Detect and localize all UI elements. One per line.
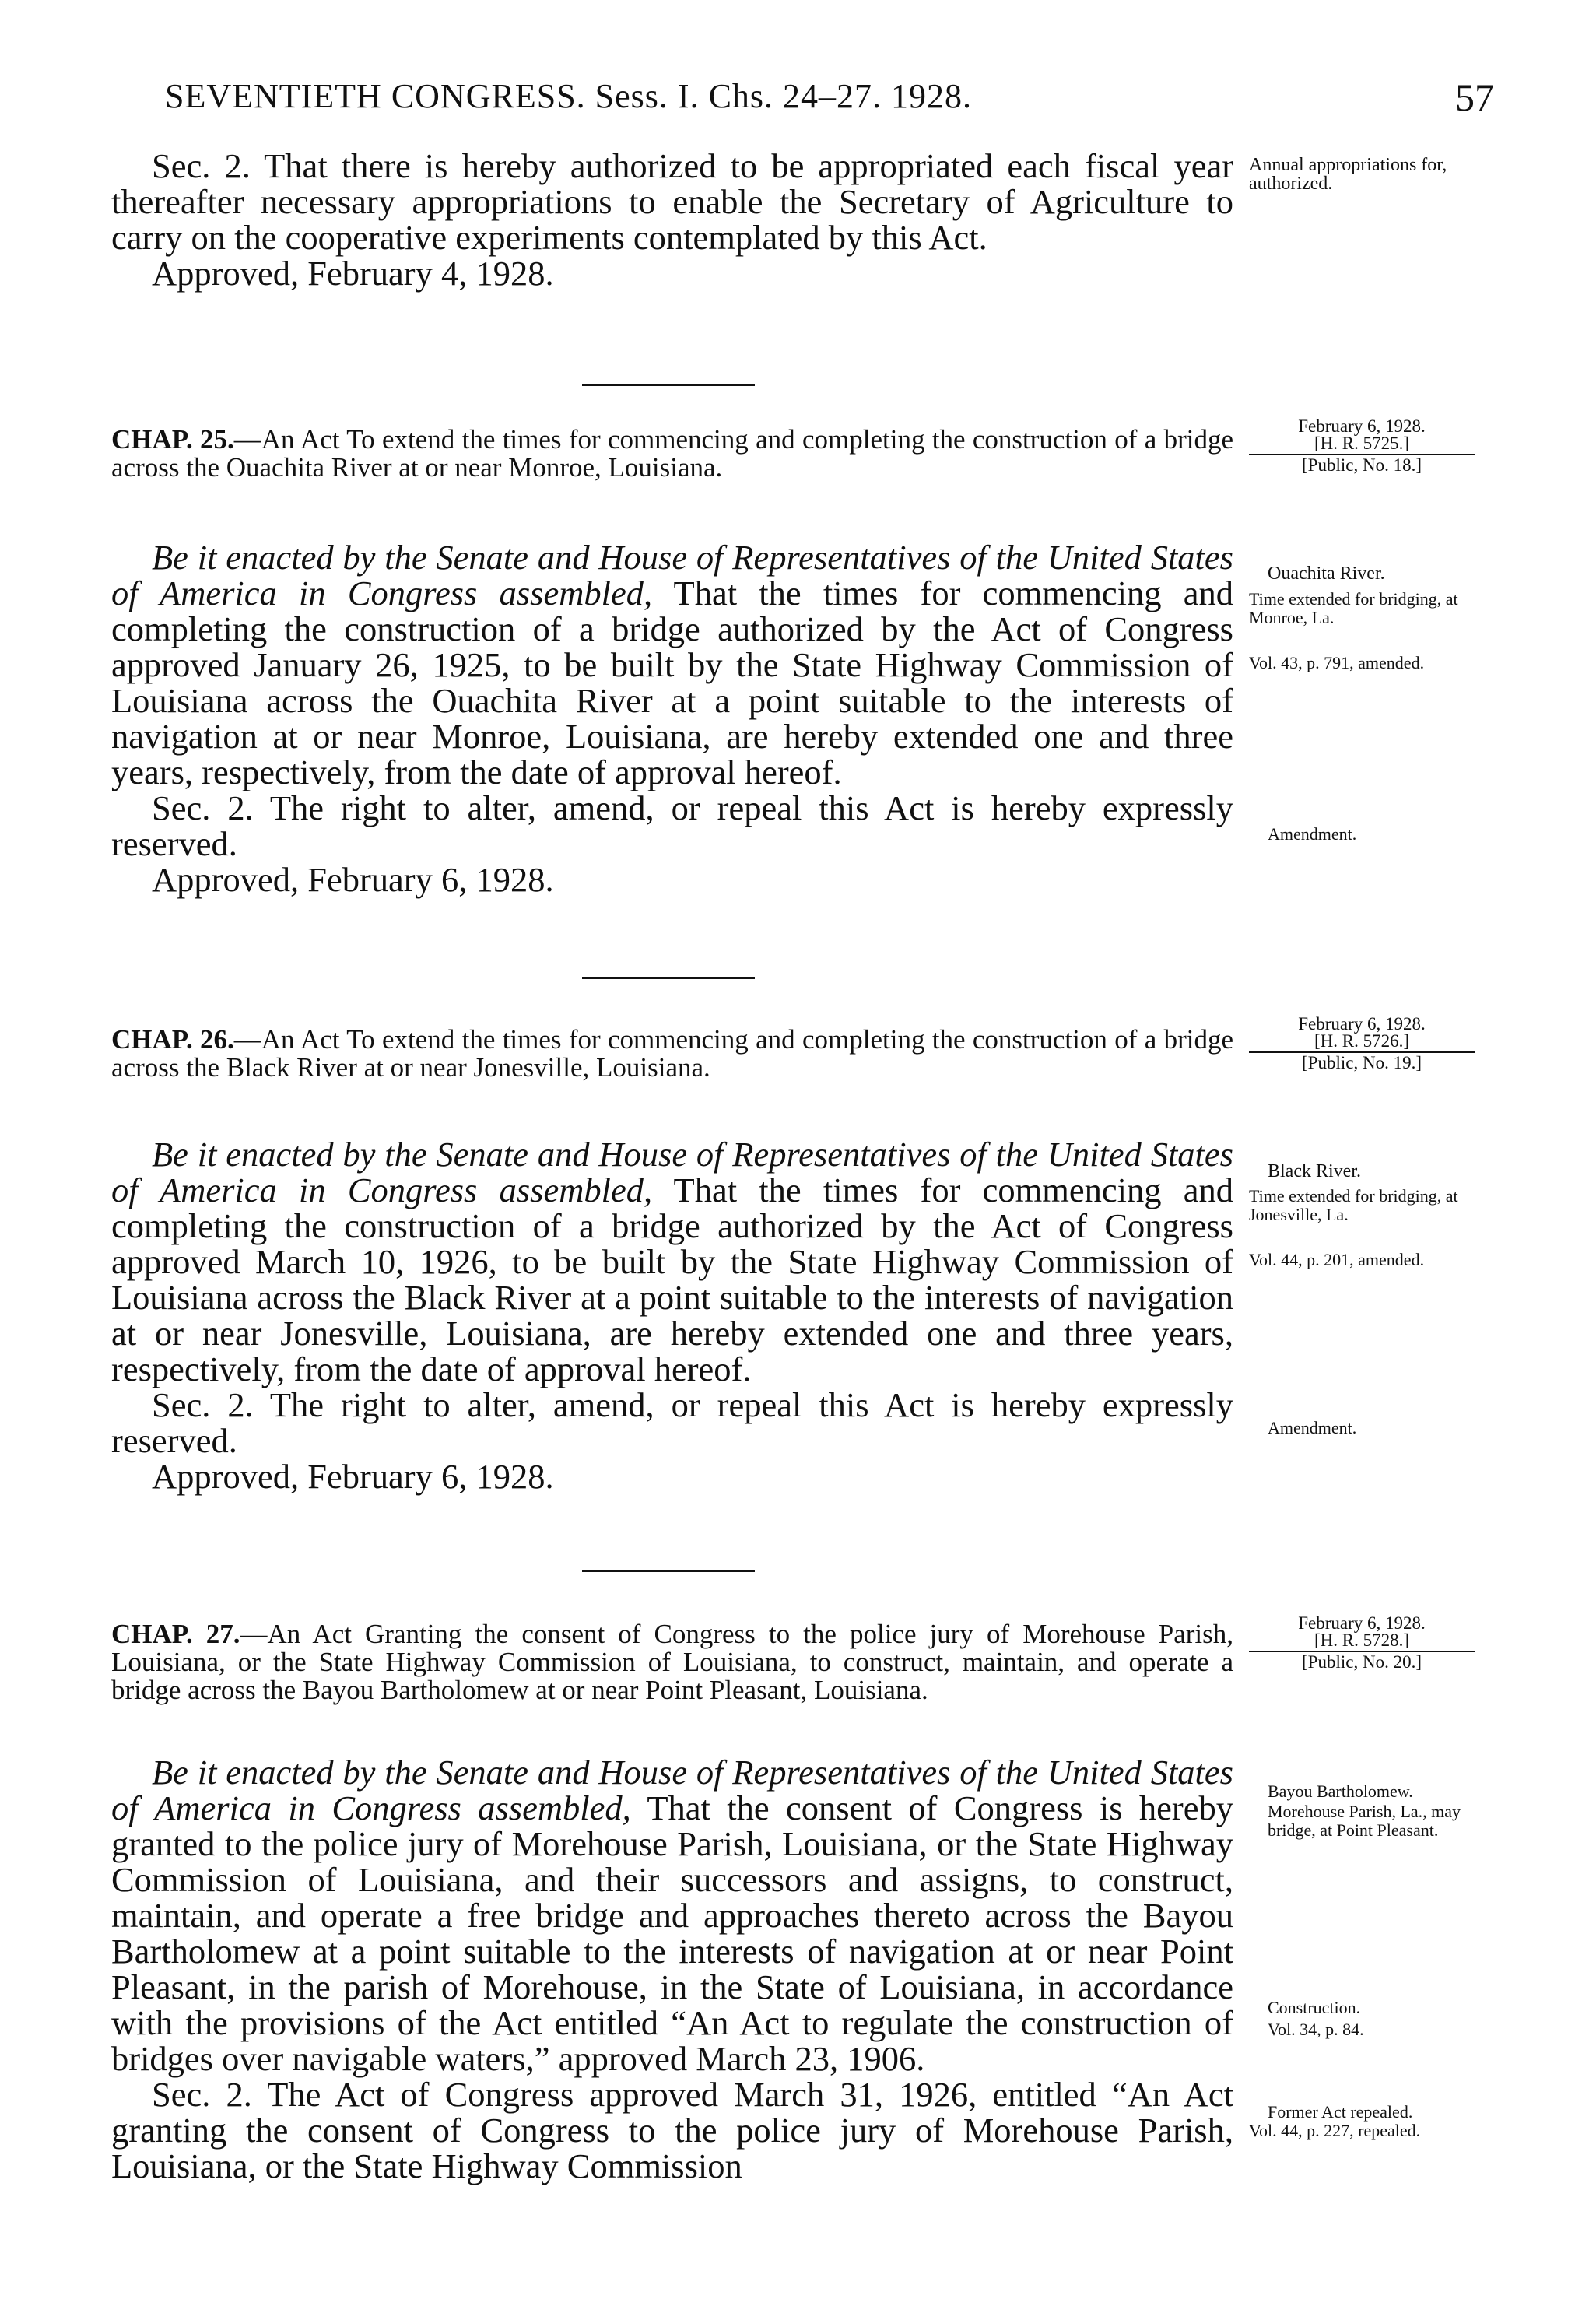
chap27-body: That the consent of Congress is hereby granted to the police jury of Morehouse Parish, Louisiana, or the State Highway Commission of Louisiana, and their successors and assigns, to construct, maintain, and operate a free bridge and approaches thereto across the Bayou Bartholomew at a point suitable to the interests of navigation at or near Point Pleasant, in the parish of Morehouse, in the State of Louisiana, in accordance with the provisions of the Act entitled “An Act to regulate the construction of bridges over navigable waters,” approved March 23, 1906. [111,1788,1233,2078]
chap25-margin-time: Time extended for bridging, at Monroe, La. [1249,589,1458,627]
chap26-margin-time: Time extended for bridging, at Jonesville, La. [1249,1186,1458,1224]
chap25-approved: Approved, February 6, 1928. [152,860,554,899]
chap26-public: [Public, No. 19.] [1302,1053,1422,1072]
chap25-label: CHAP. 25. [111,424,234,455]
chap27-margin-former-vol: Vol. 44, p. 227, repealed. [1249,2121,1421,2140]
sec2-rest: fiscal year thereafter necessary appropriations to enable the Secretary of Agriculture to carry on the cooperative experiments contemplated by this Act. [111,146,1234,257]
chap25-public: [Public, No. 18.] [1302,455,1422,475]
chap26-label: CHAP. 26. [111,1024,234,1055]
chap25-enacting-clause: Be it enacted by the Senate and House of Representatives of the United States of America in Congress assembled, [111,538,1233,612]
chap27-title [111,1620,1233,1704]
section-divider [582,1570,755,1572]
chap27-margin-construction: Construction. [1268,1998,1361,2017]
chap27-margin-vol: Vol. 34, p. 84. [1268,2020,1364,2039]
margin-note-appropriations: Annual appropriations for, authorized. [1249,155,1447,194]
section-divider [582,977,755,979]
chap25-text [111,539,1233,897]
chap25-margin-header [1249,418,1475,474]
sec2-paragraph [111,148,1233,255]
chap26-title [111,1026,1233,1082]
chap27-margin-former: Former Act repealed. [1268,2102,1413,2122]
chap25-title [111,426,1233,482]
chap26-approved: Approved, February 6, 1928. [152,1457,554,1496]
chap27-margin-header [1249,1615,1475,1671]
chap26-date: February 6, 1928. [1298,1014,1426,1034]
page-number: 57 [1455,75,1494,119]
chap26-bill: [H. R. 5726.] [1249,1033,1475,1053]
chap27-label: CHAP. 27. [111,1619,240,1649]
approved-line: Approved, February 4, 1928. [152,254,554,293]
chap26-title-text: —An Act To extend the times for commencing and completing the construction of a bridge across the Black River at or near Jonesville, Louisiana. [111,1024,1233,1083]
chap27-sec2: Sec. 2. The Act of Congress approved March 31, 1926, entitled “An Act granting the consent of Congress to the police jury of Morehouse Parish, Louisiana, or the State Highway Commission [111,2075,1233,2185]
chap26-margin-amendment: Amendment. [1268,1418,1357,1437]
chap27-date: February 6, 1928. [1298,1613,1426,1633]
chap25-title-text: —An Act To extend the times for commencing and completing the construction of a bridge across the Ouachita River at or near Monroe, Louisiana. [111,424,1233,483]
chap27-public: [Public, No. 20.] [1302,1652,1422,1672]
section-divider [582,384,755,386]
chap26-margin-river: Black River. [1268,1161,1361,1181]
chap27-enacting-paragraph [111,1754,1233,2076]
chap25-bill: [H. R. 5725.] [1249,435,1475,455]
chap27-margin-bayou: Bayou Bartholomew. [1268,1781,1413,1801]
chap26-body: That the times for commencing and completing the construction of a bridge authorized by the Act of Congress approved March 10, 1926, to be built by the State Highway Commission of Louisiana across the Black River at a point suitable to the interests of navigation at or near Jonesville, Louisiana, are hereby extended one and three years, respectively, from the date of approval hereof. [111,1171,1233,1388]
chap26-enacting-clause: Be it enacted by the Senate and House of Representatives of the United States of America in Congress assembled, [111,1135,1233,1209]
chap26-text [111,1136,1233,1494]
chap26-margin-vol: Vol. 44, p. 201, amended. [1249,1250,1425,1269]
chap27-enacting-clause: Be it enacted by the Senate and House of Representatives of the United States of America in Congress assembled, [111,1753,1233,1827]
chap27-text [111,1754,1233,2184]
chap25-margin-river: Ouachita River. [1268,563,1385,584]
chap27-title-text: —An Act Granting the consent of Congress to the police jury of Morehouse Parish, Louisiana, or the State Highway Commission of Louisiana, to construct, maintain, and operate a bridge across the Bayou Bartholomew at or near Point Pleasant, Louisiana. [111,1619,1233,1705]
chap24-tail [111,148,1233,291]
sec2-first-line: Sec. 2. That there is hereby authorized to be appropriated each [152,146,1071,185]
chap25-date: February 6, 1928. [1298,416,1426,436]
chap26-sec2: Sec. 2. The right to alter, amend, or repeal this Act is hereby expressly reserved. [111,1385,1233,1460]
chap25-enacting-paragraph [111,539,1233,790]
chap25-sec2: Sec. 2. The right to alter, amend, or repeal this Act is hereby expressly reserved. [111,788,1233,863]
chap27-margin-morehouse: Morehouse Parish, La., may bridge, at Point Pleasant. [1268,1802,1461,1840]
chap25-margin-amendment: Amendment. [1268,824,1357,844]
chap26-enacting-paragraph [111,1136,1233,1387]
running-header: SEVENTIETH CONGRESS. Sess. I. Chs. 24–27. 1928. [165,77,973,115]
chap26-margin-header [1249,1016,1475,1072]
chap25-margin-vol: Vol. 43, p. 791, amended. [1249,653,1425,672]
chap25-body: That the times for commencing and completing the construction of a bridge authorized by the Act of Congress approved January 26, 1925, to be built by the State Highway Commission of Louisiana across the Ouachita River at a point suitable to the interests of navigation at or near Monroe, Louisiana, are hereby extended one and three years, respectively, from the date of approval hereof. [111,574,1233,791]
chap27-bill: [H. R. 5728.] [1249,1632,1475,1652]
